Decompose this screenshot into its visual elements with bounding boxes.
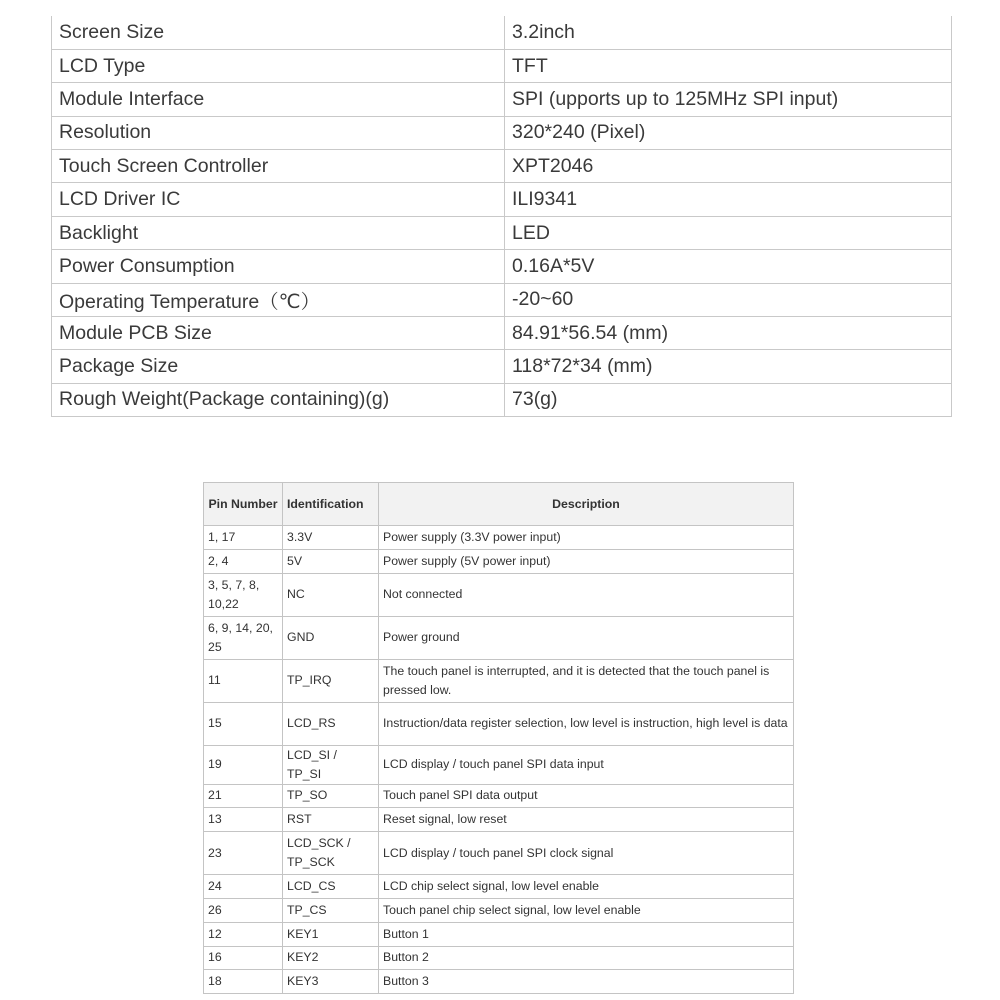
header-identification: Identification: [283, 483, 379, 526]
pin-number: 6, 9, 14, 20, 25: [204, 616, 283, 659]
spec-row: [52, 183, 952, 216]
spec-value: 320*240 (Pixel): [505, 116, 952, 149]
spec-label: Module PCB Size: [52, 317, 505, 350]
table-row: [204, 573, 794, 616]
header-pin-number: Pin Number: [204, 483, 283, 526]
spec-label: Touch Screen Controller: [52, 150, 505, 183]
pin-identification: NC: [283, 573, 379, 616]
pin-description: Power supply (3.3V power input): [379, 526, 794, 550]
pin-description: Button 3: [379, 970, 794, 994]
pin-identification: KEY3: [283, 970, 379, 994]
spec-label: Power Consumption: [52, 250, 505, 283]
spec-row: [52, 216, 952, 249]
spec-label: Rough Weight(Package containing)(g): [52, 383, 505, 416]
pin-number: 24: [204, 875, 283, 899]
pin-number: 21: [204, 784, 283, 808]
pin-identification: LCD_SI / TP_SI: [283, 745, 379, 784]
spec-row: [52, 150, 952, 183]
spec-value: 84.91*56.54 (mm): [505, 317, 952, 350]
table-row: [204, 946, 794, 970]
table-row: [204, 808, 794, 832]
pin-identification: TP_CS: [283, 898, 379, 922]
table-row: [204, 898, 794, 922]
table-row: [204, 784, 794, 808]
pin-description: Power ground: [379, 616, 794, 659]
pin-identification: RST: [283, 808, 379, 832]
spec-value: 3.2inch: [505, 16, 952, 49]
pin-number: 23: [204, 832, 283, 875]
pin-description: Touch panel SPI data output: [379, 784, 794, 808]
table-row: [204, 616, 794, 659]
spec-label: Backlight: [52, 216, 505, 249]
pin-description: Reset signal, low reset: [379, 808, 794, 832]
spec-table: [51, 16, 952, 417]
spec-row: [52, 383, 952, 416]
pin-description: LCD chip select signal, low level enable: [379, 875, 794, 899]
pin-number: 11: [204, 659, 283, 702]
spec-label: Screen Size: [52, 16, 505, 49]
pin-number: 1, 17: [204, 526, 283, 550]
spec-label: Resolution: [52, 116, 505, 149]
pin-identification: LCD_CS: [283, 875, 379, 899]
spec-value: XPT2046: [505, 150, 952, 183]
pin-description: Instruction/data register selection, low level is instruction, high level is data: [379, 702, 794, 745]
pin-description: Touch panel chip select signal, low level enable: [379, 898, 794, 922]
table-row: [204, 832, 794, 875]
spec-value: 0.16A*5V: [505, 250, 952, 283]
pin-number: 2, 4: [204, 549, 283, 573]
table-row: [204, 702, 794, 745]
table-row: [204, 659, 794, 702]
spec-value: 73(g): [505, 383, 952, 416]
table-row: [204, 875, 794, 899]
spec-row: [52, 49, 952, 82]
pin-identification: GND: [283, 616, 379, 659]
spec-row: [52, 116, 952, 149]
pin-identification: LCD_SCK / TP_SCK: [283, 832, 379, 875]
pin-identification: LCD_RS: [283, 702, 379, 745]
pin-description: Power supply (5V power input): [379, 549, 794, 573]
spec-label: LCD Type: [52, 49, 505, 82]
spec-row: [52, 350, 952, 383]
pin-identification: 3.3V: [283, 526, 379, 550]
pin-identification: TP_SO: [283, 784, 379, 808]
pin-description: The touch panel is interrupted, and it is detected that the touch panel is pressed low.: [379, 659, 794, 702]
table-row: [204, 970, 794, 994]
pin-table: [203, 482, 794, 994]
pin-identification: KEY1: [283, 922, 379, 946]
pin-table-header: [204, 483, 794, 526]
table-row: [204, 549, 794, 573]
spec-label: Module Interface: [52, 83, 505, 116]
header-description: Description: [379, 483, 794, 526]
spec-row: [52, 250, 952, 283]
spec-value: LED: [505, 216, 952, 249]
spec-value: SPI (upports up to 125MHz SPI input): [505, 83, 952, 116]
pin-identification: 5V: [283, 549, 379, 573]
spec-label: LCD Driver IC: [52, 183, 505, 216]
pin-description: LCD display / touch panel SPI data input: [379, 745, 794, 784]
pin-description: Button 2: [379, 946, 794, 970]
spec-label: Operating Temperature（℃）: [52, 283, 505, 316]
table-row: [204, 745, 794, 784]
pin-description: Button 1: [379, 922, 794, 946]
pin-number: 18: [204, 970, 283, 994]
table-row: [204, 922, 794, 946]
spec-label: Package Size: [52, 350, 505, 383]
pin-number: 3, 5, 7, 8, 10,22: [204, 573, 283, 616]
pin-number: 26: [204, 898, 283, 922]
pin-number: 15: [204, 702, 283, 745]
spec-value: TFT: [505, 49, 952, 82]
table-row: [204, 526, 794, 550]
spec-row: [52, 283, 952, 316]
pin-identification: TP_IRQ: [283, 659, 379, 702]
pin-number: 16: [204, 946, 283, 970]
pin-identification: KEY2: [283, 946, 379, 970]
spec-value: -20~60: [505, 283, 952, 316]
spec-row: [52, 16, 952, 49]
pin-number: 13: [204, 808, 283, 832]
spec-row: [52, 83, 952, 116]
pin-number: 19: [204, 745, 283, 784]
pin-description: Not connected: [379, 573, 794, 616]
spec-value: ILI9341: [505, 183, 952, 216]
pin-number: 12: [204, 922, 283, 946]
pin-description: LCD display / touch panel SPI clock signal: [379, 832, 794, 875]
spec-row: [52, 317, 952, 350]
spec-value: 118*72*34 (mm): [505, 350, 952, 383]
